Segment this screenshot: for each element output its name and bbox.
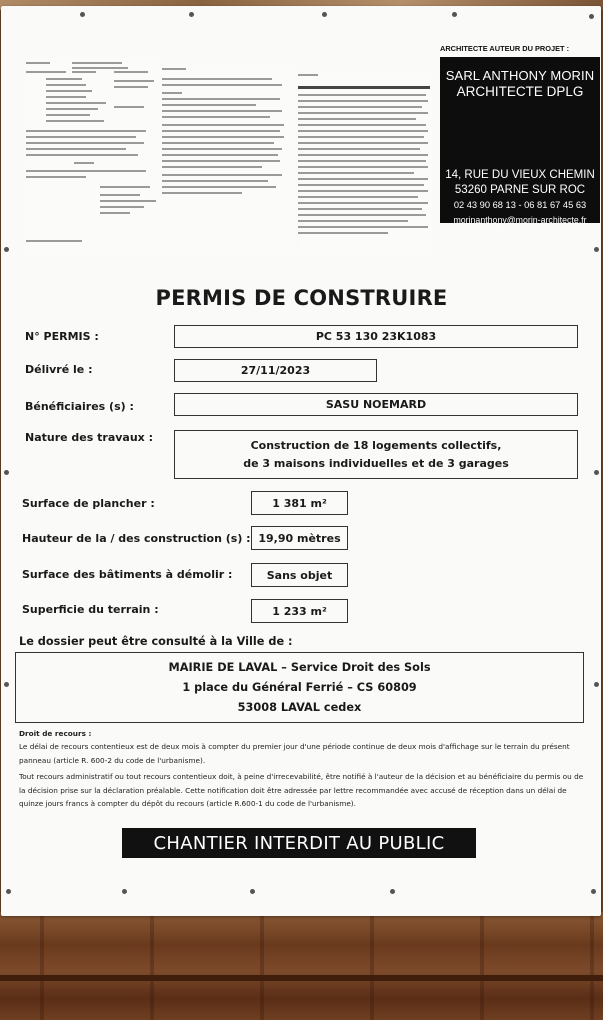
- land-area-value: 1 233 m²: [251, 599, 348, 623]
- floor-area-value: 1 381 m²: [251, 491, 348, 515]
- land-area-label: Superficie du terrain :: [22, 603, 159, 616]
- works-line-1: Construction de 18 logements collectifs,: [250, 438, 502, 452]
- architect-name: SARL ANTHONY MORIN: [445, 68, 595, 83]
- architect-title: ARCHITECTE DPLG: [456, 84, 584, 99]
- no-entry-banner: CHANTIER INTERDIT AU PUBLIC: [122, 828, 476, 858]
- screw-icon: [594, 682, 599, 687]
- screw-icon: [452, 12, 457, 17]
- permit-document-thumbnail: [298, 74, 432, 250]
- recours-heading: Droit de recours :: [19, 729, 92, 738]
- screw-icon: [250, 889, 255, 894]
- panel-title: PERMIS DE CONSTRUIRE: [155, 286, 448, 310]
- height-label: Hauteur de la / des construction (s) :: [22, 532, 251, 545]
- works-value: [174, 430, 578, 479]
- screw-icon: [4, 682, 9, 687]
- architect-heading: ARCHITECTE AUTEUR DU PROJET :: [440, 44, 570, 53]
- beneficiary-value: SASU NOEMARD: [174, 393, 578, 416]
- screw-icon: [322, 12, 327, 17]
- permit-number-value: PC 53 130 23K1083: [174, 325, 578, 348]
- screw-icon: [122, 889, 127, 894]
- screw-icon: [4, 470, 9, 475]
- works-label: Nature des travaux :: [25, 431, 153, 444]
- permit-document-thumbnail: [160, 66, 296, 250]
- works-line-2: de 3 maisons individuelles et de 3 garages: [243, 456, 509, 470]
- architect-email: morinanthony@morin-architecte.fr: [453, 215, 587, 225]
- architect-city: 53260 PARNE SUR ROC: [454, 184, 586, 196]
- screw-icon: [591, 889, 596, 894]
- height-value: 19,90 mètres: [251, 526, 348, 550]
- screw-icon: [6, 889, 11, 894]
- screw-icon: [390, 889, 395, 894]
- screw-icon: [80, 12, 85, 17]
- screw-icon: [589, 14, 594, 19]
- architect-phones: 02 43 90 68 13 - 06 81 67 45 63: [453, 200, 587, 210]
- demolish-value: Sans objet: [251, 563, 348, 587]
- architect-card: [440, 57, 600, 223]
- permit-document-thumbnail: [24, 58, 160, 250]
- floor-area-label: Surface de plancher :: [22, 497, 155, 510]
- demolish-label: Surface des bâtiments à démolir :: [22, 568, 233, 581]
- screw-icon: [4, 247, 9, 252]
- screw-icon: [189, 12, 194, 17]
- recours-paragraph-2: Tout recours administratif ou tout recours contentieux doit, à peine d'irrecevabilité, être notifié à l'auteur de la décision et au bénéficiaire du permis ou de la décision prise sur la déclaration préalable. Cette notification doit être adressée par lettre recommandée avec accusé de réception dans un délai de quinze jours francs à compter du dépôt du recours (article R.600-1 du code de l'urbanisme).: [19, 772, 584, 809]
- permit-number-label: N° PERMIS :: [25, 330, 99, 343]
- consult-line-2: 1 place du Général Ferrié – CS 60809: [182, 680, 417, 694]
- wood-frame-band: [0, 975, 603, 981]
- issued-label: Délivré le :: [25, 363, 93, 376]
- screw-icon: [594, 470, 599, 475]
- screw-icon: [594, 247, 599, 252]
- consult-line-1: MAIRIE DE LAVAL – Service Droit des Sols: [168, 660, 431, 674]
- recours-paragraph-1: Le délai de recours contentieux est de deux mois à compter du premier jour d'une période continue de deux mois d'affichage sur le terrain du présent panneau (article R. 600-2 du code de l'urbanisme).: [19, 742, 570, 765]
- issued-value: 27/11/2023: [174, 359, 377, 382]
- wood-frame-bottom: [0, 912, 603, 1020]
- consult-address-box: [15, 652, 584, 723]
- consult-label: Le dossier peut être consulté à la Ville de :: [19, 635, 293, 648]
- consult-line-3: 53008 LAVAL cedex: [237, 700, 362, 714]
- beneficiary-label: Bénéficiaires (s) :: [25, 400, 134, 413]
- architect-block: [440, 44, 600, 223]
- recours-section: [19, 727, 589, 810]
- architect-address: 14, RUE DU VIEUX CHEMIN: [445, 169, 595, 181]
